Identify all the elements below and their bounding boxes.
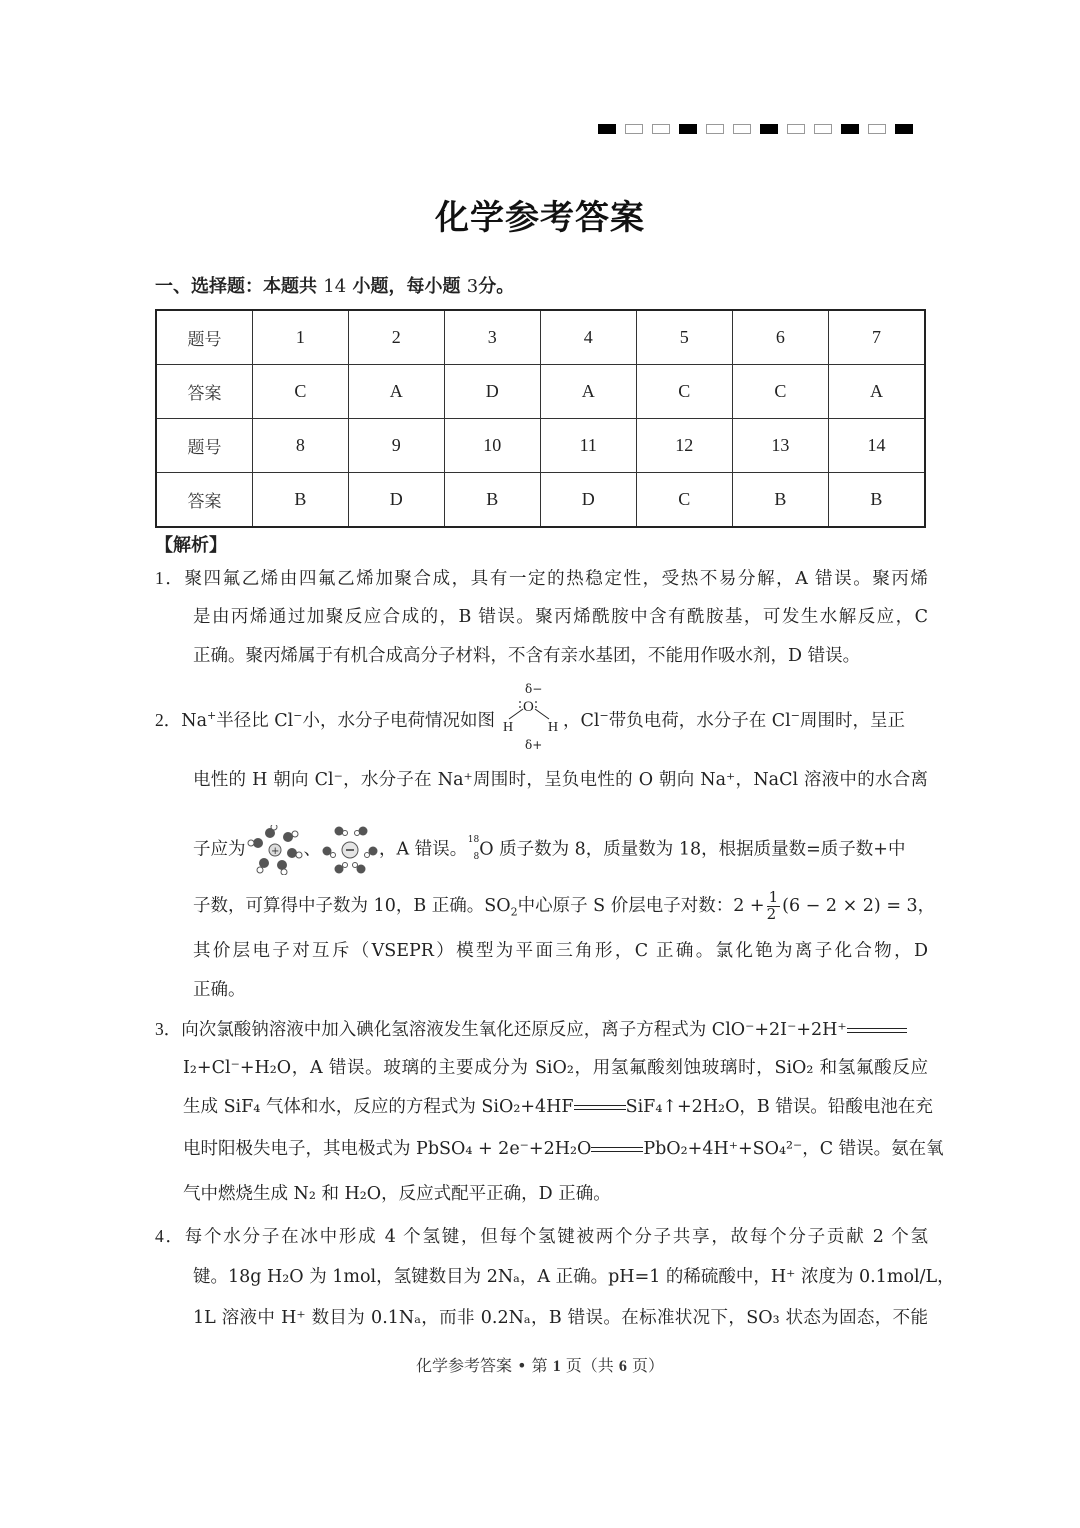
q2-text: 子数，可算得中子数为 10，B 正确。SO (193, 895, 511, 916)
header-mark (625, 124, 643, 134)
q3-line-1 (155, 1021, 928, 1040)
header-mark (598, 124, 616, 134)
q2-text: (6 − 2 × 2) = 3， (782, 895, 936, 916)
q2-text: 、 (303, 839, 321, 860)
q2-text: 周围时，呈正 (800, 710, 905, 731)
table-cell: 12 (636, 419, 732, 473)
table-cell: 14 (828, 419, 925, 473)
table-cell: D (444, 365, 540, 419)
svg-text:δ+: δ+ (525, 738, 543, 752)
header-mark (652, 124, 670, 134)
points-per-question: 3 (466, 276, 479, 297)
header-marks (598, 124, 913, 134)
row-header: 题号 (156, 419, 253, 473)
q3-line-5: 气中燃烧生成 N₂ 和 H₂O，反应式配平正确，D 正确。 (183, 1184, 611, 1204)
table-cell: C (636, 473, 732, 528)
q2-text: ，Cl (563, 710, 600, 731)
fraction-numerator: 1 (768, 888, 779, 906)
q2-text: ，A 错误。 (379, 839, 468, 860)
q2-text: Na (181, 710, 207, 731)
q2-text: 小，水分子电荷情况如图 (302, 710, 495, 731)
q3-line-3 (183, 1097, 933, 1117)
table-cell: 2 (348, 310, 444, 365)
table-cell: B (253, 473, 349, 528)
q3-text: 生成 SiF₄ 气体和水，反应的方程式为 SiO₂+4HF (183, 1097, 574, 1117)
q3-line-2: I₂+Cl⁻+H₂O，A 错误。玻璃的主要成分为 SiO₂，用氢氟酸刻蚀玻璃时，SiO₂ 和氢氟酸反应 (183, 1058, 928, 1078)
q3-text: 向次氯酸钠溶液中加入碘化氢溶液发生氧化还原反应，离子方程式为 ClO⁻+2I⁻+2H⁺ (181, 1020, 847, 1040)
table-cell: B (828, 473, 925, 528)
q4-text: 每个水分子在冰中形成 4 个氢键，但每个氢键被两个分子共享，故每个分子贡献 2 个氢 (184, 1227, 928, 1247)
footer-prefix: 化学参考答案 • 第 (415, 1356, 548, 1375)
header-mark (706, 124, 724, 134)
svg-text:O: O (523, 699, 534, 716)
q2-line-5: 其价层电子对互斥（VSEPR）模型为平面三角形，C 正确。氯化铯为离子化合物，D (193, 941, 928, 961)
q1-text: 聚四氟乙烯由四氟乙烯加聚合成，具有一定的热稳定性，受热不易分解，A 错误。聚丙烯 (184, 569, 929, 589)
q1-line-3: 正确。聚丙烯属于有机合成高分子材料，不含有亲水基团，不能用作吸水剂，D 错误。 (193, 646, 861, 666)
footer-mid: 页（共 (565, 1356, 614, 1375)
current-page-number: 1 (552, 1358, 561, 1375)
isotope-atomic-number: 8 (473, 852, 480, 862)
q2-text: O 质子数为 8，质量数为 18，根据质量数=质子数+中 (479, 839, 906, 860)
table-cell: C (732, 365, 828, 419)
question-number: 3． (155, 1019, 182, 1039)
table-cell: B (444, 473, 540, 528)
table-cell: 9 (348, 419, 444, 473)
q2-line-3 (193, 825, 928, 875)
table-row (156, 310, 925, 365)
hydrated-chloride-ion-icon (321, 825, 379, 875)
q4-line-1 (155, 1228, 928, 1247)
q3-text: 电时阳极失电子，其电极式为 PbSO₄ + 2e⁻+2H₂O (183, 1139, 592, 1159)
q2-line-1: 2．Na+半径比 Cl−小，水分子电荷情况如图 δ− O H H δ+ ，Cl−带负电荷，水分子在 Cl−周围时，呈正 (155, 682, 905, 752)
question-count: 14 (323, 276, 347, 297)
q2-line-6: 正确。 (193, 980, 246, 1000)
svg-text:H: H (548, 720, 559, 736)
table-cell: C (636, 365, 732, 419)
table-cell: 4 (540, 310, 636, 365)
table-cell: 1 (253, 310, 349, 365)
question-number: 1． (155, 568, 185, 588)
table-row (156, 365, 925, 419)
table-cell: 7 (828, 310, 925, 365)
hydrated-sodium-ion-icon (246, 825, 304, 875)
table-cell: 6 (732, 310, 828, 365)
q2-text: 半径比 Cl (216, 710, 294, 731)
q2-text: 子应为 (193, 839, 246, 860)
fraction (767, 890, 781, 923)
q3-line-4 (183, 1139, 944, 1159)
section-heading-mid: 小题，每小题 (352, 276, 461, 297)
header-mark (733, 124, 751, 134)
analysis-heading: 【解析】 (155, 535, 227, 556)
svg-text:δ−: δ− (525, 682, 543, 697)
table-cell: 11 (540, 419, 636, 473)
q3-text: SiF₄↑+2H₂O，B 错误。铅酸电池在充 (625, 1097, 933, 1117)
fraction-denominator: 2 (766, 904, 777, 923)
q2-text: 中心原子 S 价层电子对数：2 + (517, 895, 765, 916)
table-row (156, 473, 925, 528)
table-cell: 13 (732, 419, 828, 473)
q4-line-3: 1L 溶液中 H⁺ 数目为 0.1Nₐ，而非 0.2Nₐ，B 错误。在标准状况下，SO₃ 状态为固态，不能 (193, 1308, 928, 1328)
svg-text:H: H (503, 720, 514, 736)
q1-line-1 (155, 570, 928, 589)
equals-sign-long (591, 1147, 643, 1152)
table-cell: A (540, 365, 636, 419)
header-mark (841, 124, 859, 134)
row-header: 答案 (156, 365, 253, 419)
header-mark (787, 124, 805, 134)
page-title: 化学参考答案 (435, 198, 645, 238)
page-footer (0, 1353, 1080, 1376)
svg-text:+: + (270, 846, 279, 857)
table-cell: C (253, 365, 349, 419)
footer-suffix: 页） (632, 1356, 665, 1375)
header-mark (679, 124, 697, 134)
header-mark (895, 124, 913, 134)
table-cell: 10 (444, 419, 540, 473)
question-number: 4． (155, 1226, 185, 1246)
section-heading (155, 272, 514, 298)
table-cell: A (348, 365, 444, 419)
oxygen-isotope (467, 835, 480, 862)
q2-text: 带负电荷，水分子在 Cl (608, 710, 791, 731)
table-cell: D (348, 473, 444, 528)
isotope-mass: 18 (467, 835, 480, 845)
table-cell: A (828, 365, 925, 419)
header-mark (760, 124, 778, 134)
q4-line-2: 键。18g H₂O 为 1mol，氢键数目为 2Nₐ，A 正确。pH=1 的稀硫酸中，H⁺ 浓度为 0.1mol/L， (193, 1267, 955, 1287)
table-cell: 5 (636, 310, 732, 365)
table-cell: 8 (253, 419, 349, 473)
answer-table (155, 309, 926, 528)
row-header: 题号 (156, 310, 253, 365)
section-heading-suffix: 分。 (478, 276, 515, 297)
table-cell: 3 (444, 310, 540, 365)
table-row (156, 419, 925, 473)
q1-line-2: 是由丙烯通过加聚反应合成的，B 错误。聚丙烯酰胺中含有酰胺基，可发生水解反应，C (193, 607, 928, 627)
table-cell: B (732, 473, 828, 528)
q2-line-4: 子数，可算得中子数为 10，B 正确。$SO_2$中心原子 S 价层电子对数：2 + $\frac{1}{2}$ (6 − 2 × 2) = 3， (193, 888, 936, 923)
equals-sign-long (847, 1028, 907, 1033)
question-number: 2． (155, 709, 182, 730)
row-header: 答案 (156, 473, 253, 528)
header-mark (814, 124, 832, 134)
q2-line-2: 电性的 H 朝向 Cl⁻，水分子在 Na⁺周围时，呈负电性的 O 朝向 Na⁺，NaCl 溶液中的水合离 (193, 770, 928, 790)
section-heading-prefix: 一、选择题：本题共 (155, 276, 317, 297)
total-page-count: 6 (618, 1358, 627, 1375)
water-molecule-diagram (495, 682, 563, 752)
q3-text: PbO₂+4H⁺+SO₄²⁻，C 错误。氨在氧 (643, 1139, 944, 1159)
table-cell: D (540, 473, 636, 528)
equals-sign-long (574, 1105, 626, 1110)
header-mark (868, 124, 886, 134)
